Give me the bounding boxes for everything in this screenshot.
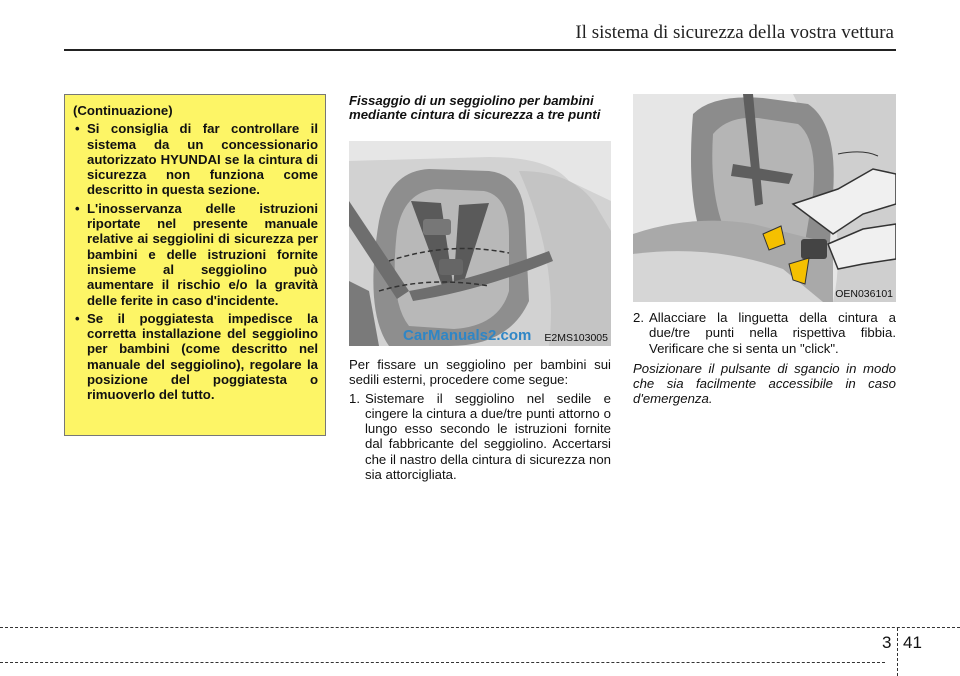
step-text: Allacciare la linguetta della cintura a due/tre punti nella rispettiva fibbia. Verificare che si senta un "click".	[649, 310, 896, 356]
page-number: 41	[903, 633, 922, 652]
step-number: 2.	[633, 310, 644, 325]
section-title: Fissaggio di un seggiolino per bambini mediante cintura di sicurezza a tre punti	[349, 93, 601, 122]
step-number: 1.	[349, 390, 360, 406]
figure-code: OEN036101	[835, 288, 893, 300]
step-text: Sistemare il seggiolino nel sedile e cingere la cintura a due/tre punti attorno o lungo esso secondo le istruzioni fornite dal fabbricante del seggiolino. Accertarsi che il nastro della cintura di sicurezza non sia attorcigliata.	[365, 390, 611, 483]
warning-heading: (Continuazione)	[73, 103, 173, 118]
middle-column	[349, 94, 611, 482]
header-title: Il sistema di sicurezza della vostra vettura	[575, 22, 894, 43]
child-seat-illustration	[349, 141, 611, 346]
step-2	[633, 310, 896, 356]
figure-child-seat-belt	[349, 141, 611, 346]
footer-rule	[0, 627, 960, 628]
warning-box	[64, 94, 326, 436]
buckle-illustration	[633, 94, 896, 302]
section-number: 3	[882, 633, 892, 652]
watermark: CarManuals2.com	[403, 327, 532, 344]
footer-rule-lower	[0, 662, 885, 663]
warning-bullet: • L'inosservanza delle istruzioni riportate nel presente manuale relative ai seggiolini di sicurezza per bambini e delle istruzioni fornite insieme al seggiolino può aumentare il rischio e/o la gravità delle ferite in caso d'incidente.	[73, 201, 318, 308]
warning-bullet: • Se il poggiatesta impedisce la corretta installazione del seggiolino per bambini (come descritto nel manuale del seggiolino), regolare la posizione del poggiatesta o rimuoverlo del tutto.	[73, 311, 318, 403]
page-divider	[897, 628, 898, 676]
note-text: Posizionare il pulsante di sgancio in modo che sia facilmente accessibile in caso d'emergenza.	[633, 360, 896, 407]
step-1	[349, 391, 611, 483]
intro-text: Per fissare un seggiolino per bambini sui sedili esterni, procedere come segue:	[349, 357, 611, 388]
warning-list	[73, 121, 318, 402]
figure-buckle	[633, 94, 896, 302]
figure-code: E2MS103005	[544, 332, 608, 344]
right-column	[633, 94, 896, 407]
warning-bullet: • Si consiglia di far controllare il sistema da un concessionario autorizzato HYUNDAI se la cintura di sicurezza non funziona come descritto in questa sezione.	[73, 121, 318, 197]
header-rule	[64, 49, 896, 51]
